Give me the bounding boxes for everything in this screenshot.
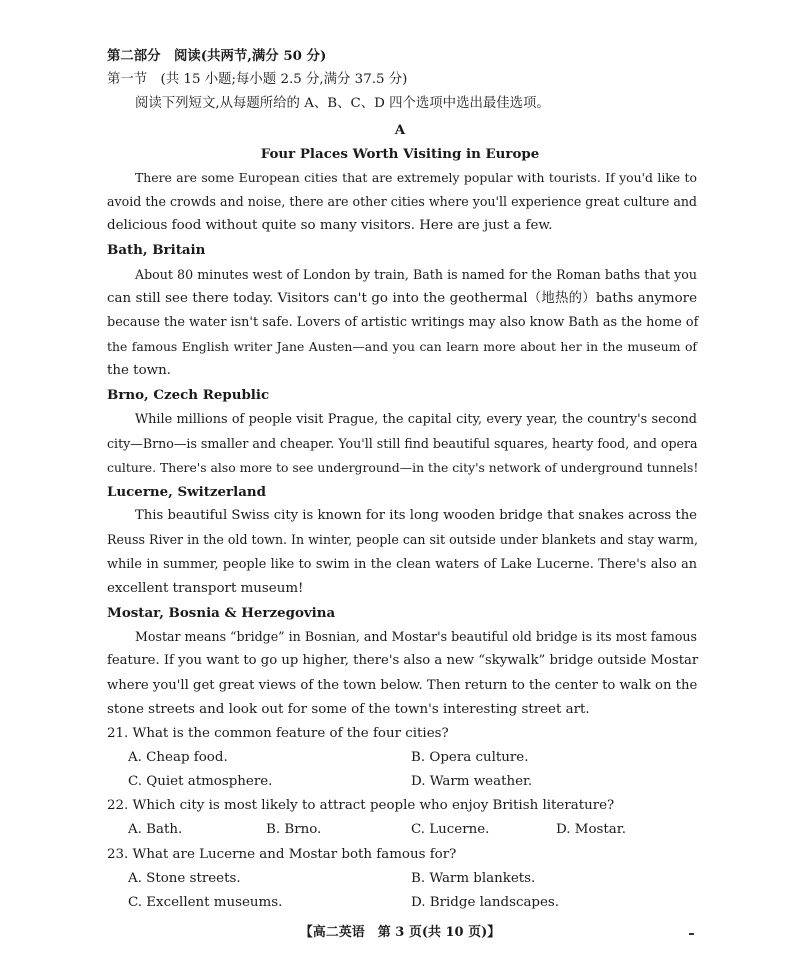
question-23-option-c: C. Excellent museums.: [128, 895, 283, 910]
question-22-option-c: C. Lucerne.: [411, 822, 490, 837]
subsection-title: 第一节 (共 15 小题;每小题 2.5 分,满分 37.5 分): [107, 72, 408, 87]
lucerne-line: excellent transport museum!: [107, 581, 304, 596]
question-22-stem: 22. Which city is most likely to attract people who enjoy British literature?: [107, 798, 615, 813]
question-23-option-d: D. Bridge landscapes.: [411, 895, 560, 910]
question-23-option-b: B. Warm blankets.: [411, 871, 536, 886]
question-21-option-a: A. Cheap food.: [128, 750, 228, 765]
brno-line: While millions of people visit Prague, the capital city, every year, the country's second: [135, 412, 697, 427]
brno-line: culture. There's also more to see underground—in the city's network of underground tunnels!: [107, 460, 699, 475]
mostar-line: where you'll get great views of the town below. Then return to the center to walk on the: [107, 678, 698, 693]
passage-title: Four Places Worth Visiting in Europe: [260, 146, 540, 162]
section-heading-bath: Bath, Britain: [107, 242, 206, 258]
intro-line: delicious food without quite so many visitors. Here are just a few.: [107, 218, 553, 233]
mostar-line: feature. If you want to go up higher, there's also a new “skywalk” bridge outside Mostar: [107, 653, 699, 668]
bath-line: because the water isn't safe. Lovers of artistic writings may also know Bath as the home of: [107, 315, 699, 330]
intro-line: avoid the crowds and noise, there are other cities where you'll experience great culture and: [107, 194, 697, 209]
page-footer: 【高二英语 第 3 页(共 10 页)】: [299, 925, 501, 940]
section-heading-mostar: Mostar, Bosnia & Herzegovina: [107, 605, 336, 621]
question-23-stem: 23. What are Lucerne and Mostar both famous for?: [107, 847, 457, 862]
bath-line: the famous English writer Jane Austen—and you can learn more about her in the museum of: [107, 339, 697, 354]
section-heading-lucerne: Lucerne, Switzerland: [107, 484, 266, 500]
question-22-option-d: D. Mostar.: [556, 822, 626, 837]
question-21-option-b: B. Opera culture.: [411, 750, 529, 765]
intro-line: There are some European cities that are extremely popular with tourists. If you'd like to: [135, 170, 697, 185]
instruction-text: 阅读下列短文,从每题所给的 A、B、C、D 四个选项中选出最佳选项。: [135, 96, 550, 111]
question-21-stem: 21. What is the common feature of the four cities?: [107, 726, 449, 741]
section-heading-brno: Brno, Czech Republic: [107, 387, 270, 403]
section-title: 第二部分 阅读(共两节,满分 50 分): [107, 48, 327, 64]
bath-line: the town.: [107, 363, 171, 378]
mostar-line: stone streets and look out for some of the town's interesting street art.: [107, 702, 590, 717]
lucerne-line: This beautiful Swiss city is known for its long wooden bridge that snakes across the: [135, 508, 697, 523]
question-23-option-a: A. Stone streets.: [128, 871, 241, 886]
question-22-option-b: B. Brno.: [266, 822, 322, 837]
passage-letter: A: [394, 122, 406, 138]
bath-line: can still see there today. Visitors can't go into the geothermal（地热的）baths anymore: [107, 291, 697, 306]
question-21-option-c: C. Quiet atmosphere.: [128, 774, 273, 789]
lucerne-line: while in summer, people like to swim in the clean waters of Lake Lucerne. There's also an: [107, 557, 697, 572]
bath-line: About 80 minutes west of London by train, Bath is named for the Roman baths that you: [135, 267, 697, 282]
brno-line: city—Brno—is smaller and cheaper. You'll still find beautiful squares, hearty food, and opera: [107, 436, 698, 451]
question-21-option-d: D. Warm weather.: [411, 774, 533, 789]
question-22-option-a: A. Bath.: [128, 822, 183, 837]
footer-dash: [689, 933, 694, 935]
lucerne-line: Reuss River in the old town. In winter, people can sit outside under blankets and stay warm,: [107, 532, 699, 547]
mostar-line: Mostar means “bridge” in Bosnian, and Mostar's beautiful old bridge is its most famous: [135, 629, 697, 644]
